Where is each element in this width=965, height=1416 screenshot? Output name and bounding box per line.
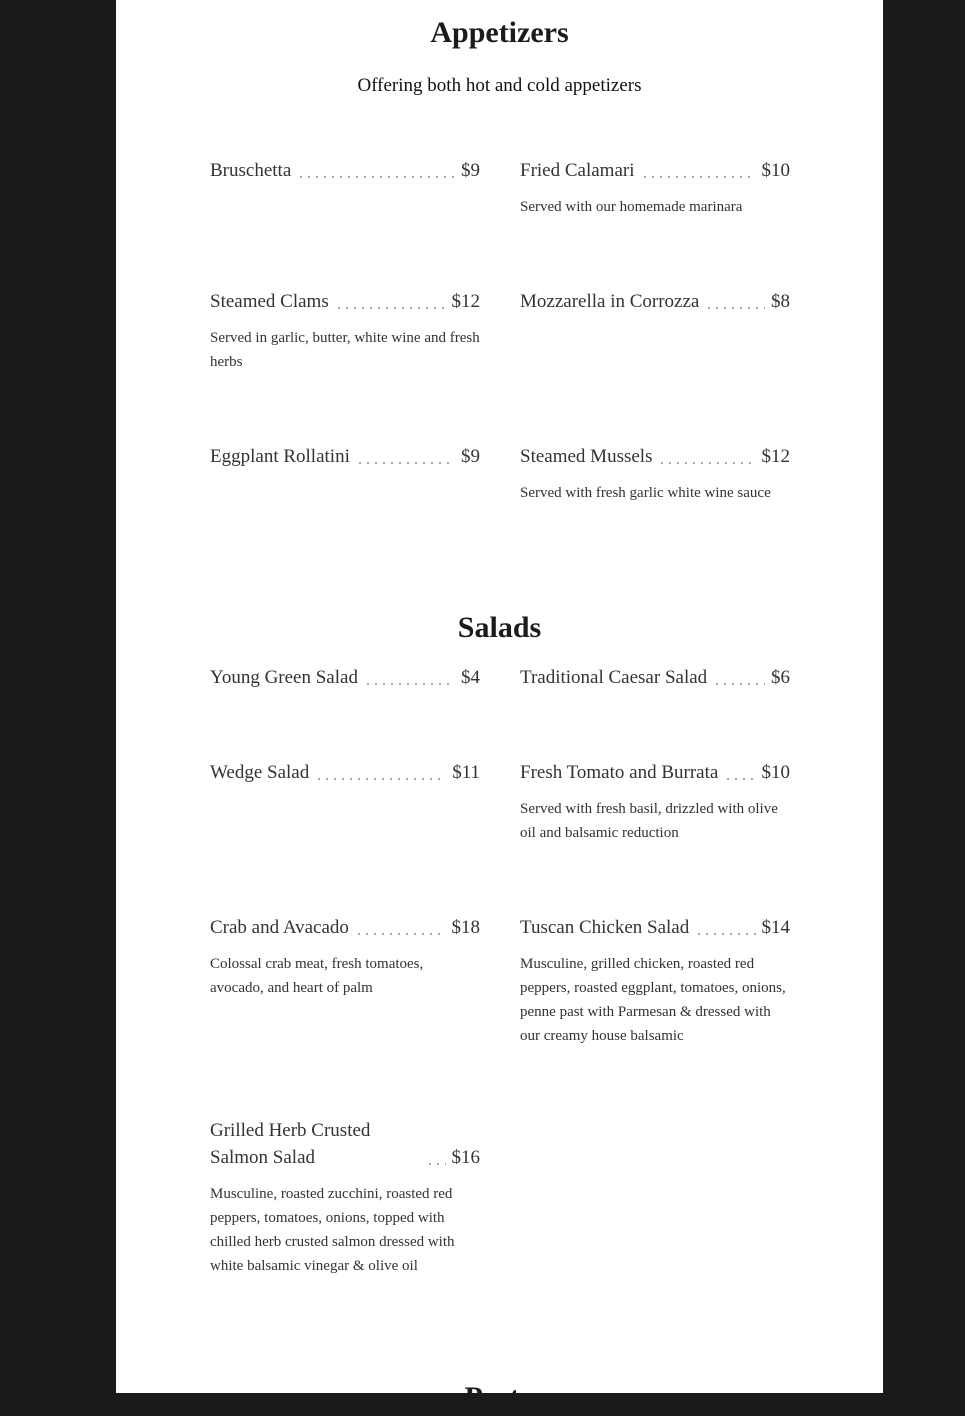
menu-item-description: Served with our homemade marinara [520, 199, 743, 215]
menu-item-name: Traditional Caesar Salad [520, 667, 708, 688]
menu-item-description: Served with fresh garlic white wine sauce [520, 485, 771, 501]
dot-leader [705, 307, 765, 309]
menu-item-name: Steamed Clams [210, 291, 329, 312]
menu-item-description: Musculine, grilled chicken, roasted red peppers, roasted eggplant, tomatoes, onions, penne past with Parmesan & dressed with our creamy house balsamic [520, 956, 786, 1044]
menu-item-name: Fried Calamari [520, 160, 635, 181]
menu-item-name: Bruschetta [210, 160, 292, 181]
menu-item-price: $9 [461, 160, 480, 181]
dot-leader [641, 176, 756, 178]
menu-item-description: Served with fresh basil, drizzled with olive oil and balsamic reduction [520, 801, 778, 841]
menu-item-name: Wedge Salad [210, 762, 310, 783]
dot-leader [315, 778, 446, 780]
menu-item-description: Served in garlic, butter, white wine and fresh herbs [210, 330, 480, 370]
dot-leader [426, 1163, 446, 1165]
dot-leader [355, 933, 446, 935]
next-section-title: Pasta [464, 1381, 535, 1414]
dot-leader [658, 462, 755, 464]
menu-item [520, 157, 790, 219]
menu-item-name: Steamed Mussels [520, 446, 653, 467]
menu-item-price: $10 [761, 160, 790, 181]
menu-item-description: Musculine, roasted zucchini, roasted red peppers, tomatoes, onions, topped with chilled herb crusted salmon dressed with white balsamic vinegar & olive oil [210, 1186, 455, 1274]
menu-item [210, 288, 480, 374]
menu-item-price: $12 [451, 291, 480, 312]
dot-leader [713, 683, 765, 685]
menu-item [210, 157, 480, 184]
menu-item-name: Mozzarella in Corrozza [520, 291, 700, 312]
menu-item-price: $18 [451, 917, 480, 938]
menu-item-name: Fresh Tomato and Burrata [520, 762, 719, 783]
dot-leader [297, 176, 455, 178]
menu-item-name: Eggplant Rollatini [210, 446, 350, 467]
dot-leader [724, 778, 755, 780]
menu-item-name: Young Green Salad [210, 667, 358, 688]
salads-title: Salads [457, 611, 542, 644]
appetizers-subtitle: Offering both hot and cold appetizers [357, 75, 642, 96]
appetizers-title: Appetizers [430, 16, 569, 49]
menu-item-description: Colossal crab meat, fresh tomatoes, avocado, and heart of palm [210, 956, 424, 996]
menu-item-price: $11 [452, 762, 480, 783]
menu-item [520, 759, 790, 845]
dot-leader [364, 683, 455, 685]
menu-item [520, 914, 790, 1048]
menu-item-name: Grilled Herb Crusted Salmon Salad [210, 1120, 371, 1168]
menu-item [520, 664, 790, 691]
menu-page [116, 0, 883, 1414]
menu-item-price: $10 [761, 762, 790, 783]
menu-item [210, 664, 480, 691]
menu-item-price: $16 [451, 1147, 480, 1168]
menu-item-price: $12 [761, 446, 790, 467]
menu-item [210, 443, 480, 470]
dot-leader [335, 307, 446, 309]
dot-leader [356, 462, 455, 464]
menu-item-price: $6 [771, 667, 790, 688]
menu-item-price: $9 [461, 446, 480, 467]
menu-item [520, 443, 790, 505]
menu-item-name: Tuscan Chicken Salad [520, 917, 690, 938]
menu-item-price: $4 [461, 667, 480, 688]
menu-item [210, 759, 480, 786]
menu-item-name: Crab and Avacado [210, 917, 349, 938]
menu-item-price: $8 [771, 291, 790, 312]
menu-item [210, 914, 480, 1000]
dot-leader [695, 933, 755, 935]
menu-item [210, 1117, 480, 1278]
menu-item [520, 288, 790, 315]
menu-item-price: $14 [761, 917, 790, 938]
